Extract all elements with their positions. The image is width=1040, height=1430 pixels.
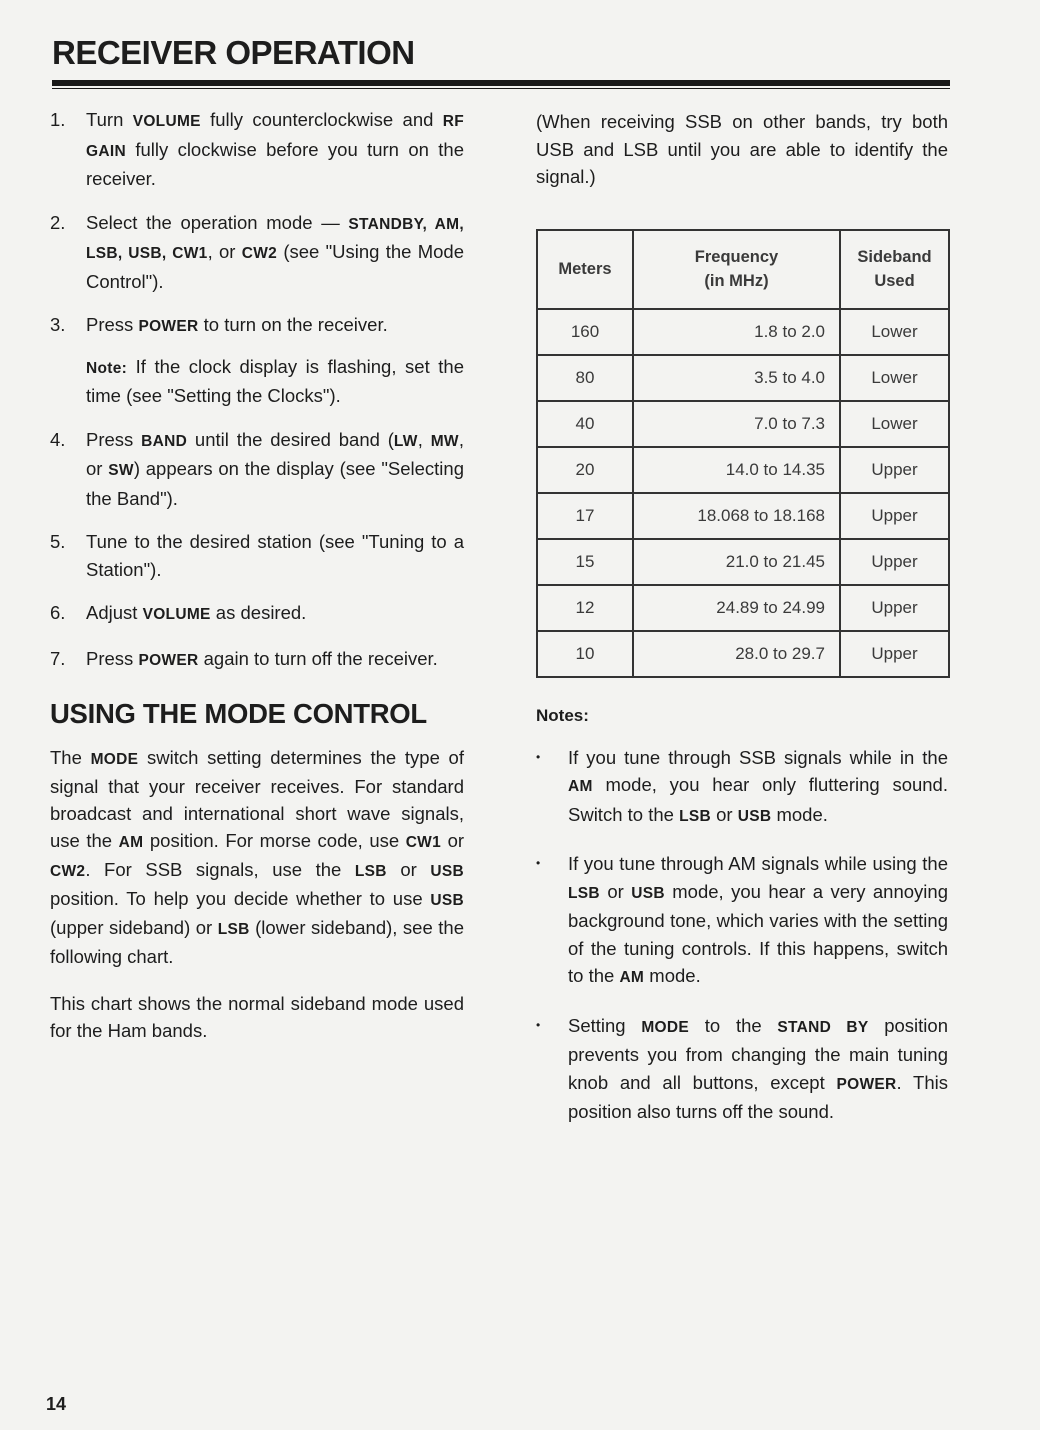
cell-frequency: 14.0 to 14.35 bbox=[633, 447, 840, 493]
note-item bbox=[536, 744, 948, 831]
mode-paragraph: The MODE switch setting determines the type of signal that your receiver receives. For standard broadcast and international short wave signals, use the AM position. For morse code, use CW1 or CW2. For SSB signals, use the LSB or USB position. To help you decide whether to use USB (upper sideband) or LSB (lower sideband), see the following chart. bbox=[50, 747, 465, 967]
page-number: 14 bbox=[46, 1394, 67, 1414]
cell-sideband: Upper bbox=[840, 447, 949, 493]
cell-sideband: Lower bbox=[840, 401, 949, 447]
header-meters: Meters bbox=[537, 230, 633, 309]
step-number: 1. bbox=[50, 109, 66, 130]
bullet-icon: • bbox=[536, 749, 541, 764]
mode-section-body bbox=[50, 744, 464, 1044]
cell-frequency: 21.0 to 21.45 bbox=[633, 539, 840, 585]
step-number: 2. bbox=[50, 211, 66, 233]
step-text: Adjust VOLUME as desired. bbox=[86, 602, 307, 623]
cell-frequency: 7.0 to 7.3 bbox=[633, 401, 840, 447]
step-text: Press POWER to turn on the receiver. bbox=[86, 314, 388, 335]
intro-paragraph: (When receiving SSB on other bands, try both USB and LSB until you are able to identify the signal.) bbox=[536, 111, 948, 187]
cell-frequency: 3.5 to 4.0 bbox=[633, 355, 840, 401]
bullet-icon: • bbox=[536, 1017, 541, 1032]
step-text: Select the operation mode — STANDBY, AM, LSB, USB, CW1, or CW2 (see "Using the Mode Control"). bbox=[86, 211, 464, 292]
cell-sideband: Lower bbox=[840, 309, 949, 355]
cell-meters: 17 bbox=[537, 493, 633, 539]
sideband-table bbox=[536, 229, 950, 678]
note-text: If you tune through AM signals while using the LSB or USB mode, you hear a very annoying background tone, which varies with the setting of the tuning controls. If this happens, switch to the AM mode. bbox=[568, 853, 948, 986]
cell-meters: 10 bbox=[537, 631, 633, 677]
table-row bbox=[537, 493, 949, 539]
note-item bbox=[536, 1012, 948, 1126]
operation-steps bbox=[50, 106, 464, 674]
header-frequency: Frequency (in MHz) bbox=[633, 230, 840, 309]
note-text: Setting MODE to the STAND BY position prevents you from changing the main tuning knob and all buttons, except POWER. This position also turns off the sound. bbox=[568, 1014, 948, 1122]
step-item bbox=[50, 645, 464, 675]
note-item bbox=[536, 850, 948, 992]
cell-meters: 160 bbox=[537, 309, 633, 355]
step-item bbox=[50, 209, 464, 296]
page-title: RECEIVER OPERATION bbox=[52, 34, 415, 71]
table-row bbox=[537, 631, 949, 677]
step-number: 4. bbox=[50, 428, 66, 450]
step-number: 7. bbox=[50, 647, 66, 669]
cell-meters: 80 bbox=[537, 355, 633, 401]
table-body bbox=[537, 309, 949, 677]
cell-sideband: Upper bbox=[840, 539, 949, 585]
cell-sideband: Upper bbox=[840, 493, 949, 539]
step-item bbox=[50, 426, 464, 513]
cell-frequency: 24.89 to 24.99 bbox=[633, 585, 840, 631]
mode-paragraph: This chart shows the normal sideband mode used for the Ham bands. bbox=[50, 993, 464, 1041]
step-number: 3. bbox=[50, 314, 66, 335]
cell-frequency: 28.0 to 29.7 bbox=[633, 631, 840, 677]
title-rule-thin bbox=[52, 88, 950, 89]
cell-meters: 20 bbox=[537, 447, 633, 493]
header-sideband: Sideband Used bbox=[840, 230, 949, 309]
table-row bbox=[537, 401, 949, 447]
step-note: Note: If the clock display is flashing, set the time (see "Setting the Clocks"). bbox=[86, 355, 464, 406]
cell-frequency: 18.068 to 18.168 bbox=[633, 493, 840, 539]
title-rule bbox=[52, 80, 950, 86]
table-row bbox=[537, 585, 949, 631]
section-heading: USING THE MODE CONTROL bbox=[50, 698, 427, 729]
step-item bbox=[50, 311, 464, 410]
table-row bbox=[537, 355, 949, 401]
table-header-row bbox=[537, 230, 949, 309]
cell-sideband: Upper bbox=[840, 631, 949, 677]
table-row bbox=[537, 539, 949, 585]
step-text: Tune to the desired station (see "Tuning to a Station"). bbox=[86, 531, 464, 580]
step-text: Press BAND until the desired band (LW, MW, or SW) appears on the display (see "Selecting the Band"). bbox=[86, 428, 464, 509]
table-row bbox=[537, 447, 949, 493]
notes-label: Notes: bbox=[536, 705, 589, 725]
notes-list bbox=[536, 744, 948, 1126]
right-column bbox=[536, 108, 948, 1146]
table-row bbox=[537, 309, 949, 355]
step-text: Press POWER again to turn off the receiver. bbox=[86, 647, 438, 669]
step-number: 5. bbox=[50, 531, 66, 552]
step-text: Turn VOLUME fully counterclockwise and RF GAIN fully clockwise before you turn on the receiver. bbox=[86, 109, 464, 189]
step-item bbox=[50, 106, 464, 193]
cell-frequency: 1.8 to 2.0 bbox=[633, 309, 840, 355]
bullet-icon: • bbox=[536, 856, 541, 870]
left-column bbox=[50, 106, 464, 1064]
cell-sideband: Upper bbox=[840, 585, 949, 631]
cell-meters: 40 bbox=[537, 401, 633, 447]
step-item bbox=[50, 528, 464, 583]
step-number: 6. bbox=[50, 602, 66, 623]
cell-meters: 12 bbox=[537, 585, 633, 631]
cell-meters: 15 bbox=[537, 539, 633, 585]
cell-sideband: Lower bbox=[840, 355, 949, 401]
step-item bbox=[50, 599, 464, 629]
note-text: If you tune through SSB signals while in the AM mode, you hear only fluttering sound. Switch to the LSB or USB mode. bbox=[568, 746, 948, 825]
